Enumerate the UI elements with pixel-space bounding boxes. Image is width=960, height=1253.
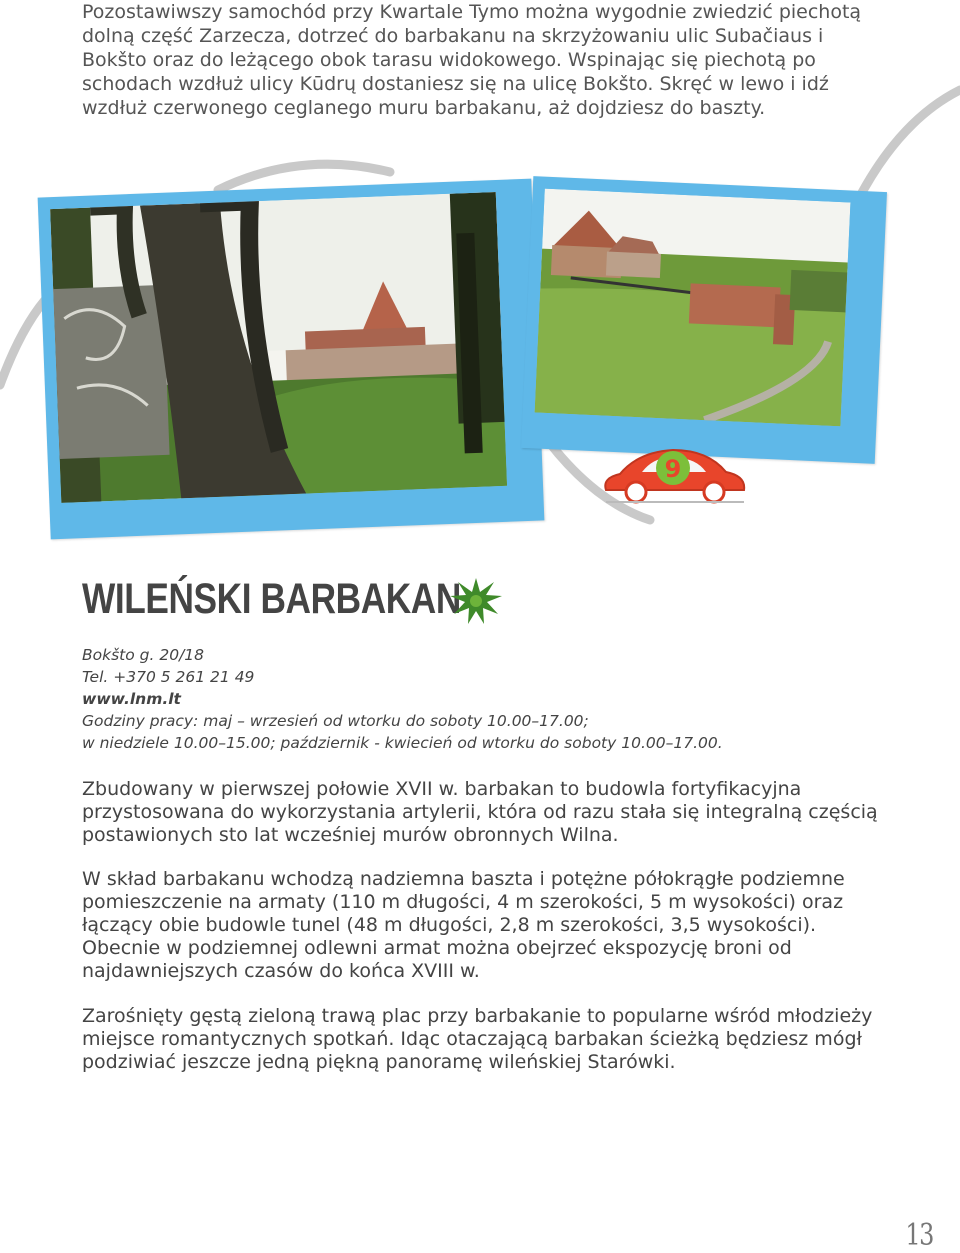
barbican-wall-photo-image: [535, 189, 851, 427]
venue-info: [82, 644, 723, 754]
photo-barbican-wall: [521, 176, 887, 464]
car-badge-number: 9: [664, 455, 682, 483]
car-badge-icon: [598, 438, 748, 508]
photo-barbican-trees: [38, 179, 545, 540]
intro-paragraph: Pozostawiwszy samochód przy Kwartale Tymo można wygodnie zwiedzić piechotą dolną część Zarzecza, dotrzeć do barbakanu na skrzyżowaniu ulic Subačiaus i Bokšto oraz do leżącego obok tarasu widokowego. Wspinając się piechotą po schodach wzdłuż ulicy Kūdrų dostaniesz się na ulicę Bokšto. Skręć w lewo i idź wzdłuż czerwonego ceglanego muru barbakanu, aż dojdziesz do baszty.: [82, 1, 862, 119]
venue-hours-line-1: Godziny pracy: maj – wrzesień od wtorku do soboty 10.00–17.00;: [82, 712, 589, 730]
body-paragraph-1: Zbudowany w pierwszej połowie XVII w. barbakan to budowla fortyfikacyjna przystosowana do wykorzystania artylerii, która od razu stała się integralną częścią postawionych sto lat wcześniej murów obronnych Wilna.: [82, 778, 878, 846]
body-paragraph-2: W skład barbakanu wchodzą nadziemna baszta i potężne półokrągłe podziemne pomieszczenie na armaty (110 m długości, 4 m szerokości, 5 m wysokości) oraz łączący obie budowle tunel (48 m długości, 2,8 m szerokości, 3,5 wysokości). Obecnie w podziemnej odlewni armat można obejrzeć ekspozycję broni od najdawniejszych czasów do końca XVIII w.: [82, 868, 845, 982]
venue-hours-line-2: w niedziele 10.00–15.00; październik - kwiecień od wtorku do soboty 10.00–17.00.: [82, 734, 723, 752]
page-title: WILEŃSKI BARBAKAN: [82, 575, 461, 623]
star-icon: [448, 576, 504, 626]
venue-website-link[interactable]: www.lnm.lt: [82, 690, 181, 708]
venue-address: Bokšto g. 20/18: [82, 646, 205, 664]
page-number: 13: [905, 1218, 933, 1253]
body-paragraph-3: Zarośnięty gęstą zieloną trawą plac przy barbakanie to popularne wśród młodzieży miejsce romantycznych spotkań. Idąc otaczającą barbakan ścieżką będziesz mógł podziwiać jeszcze jedną piękną panoramę wileńskiej Starówki.: [82, 1005, 873, 1073]
barbican-trees-photo-image: [50, 192, 507, 503]
venue-phone: Tel. +370 5 261 21 49: [82, 668, 255, 686]
